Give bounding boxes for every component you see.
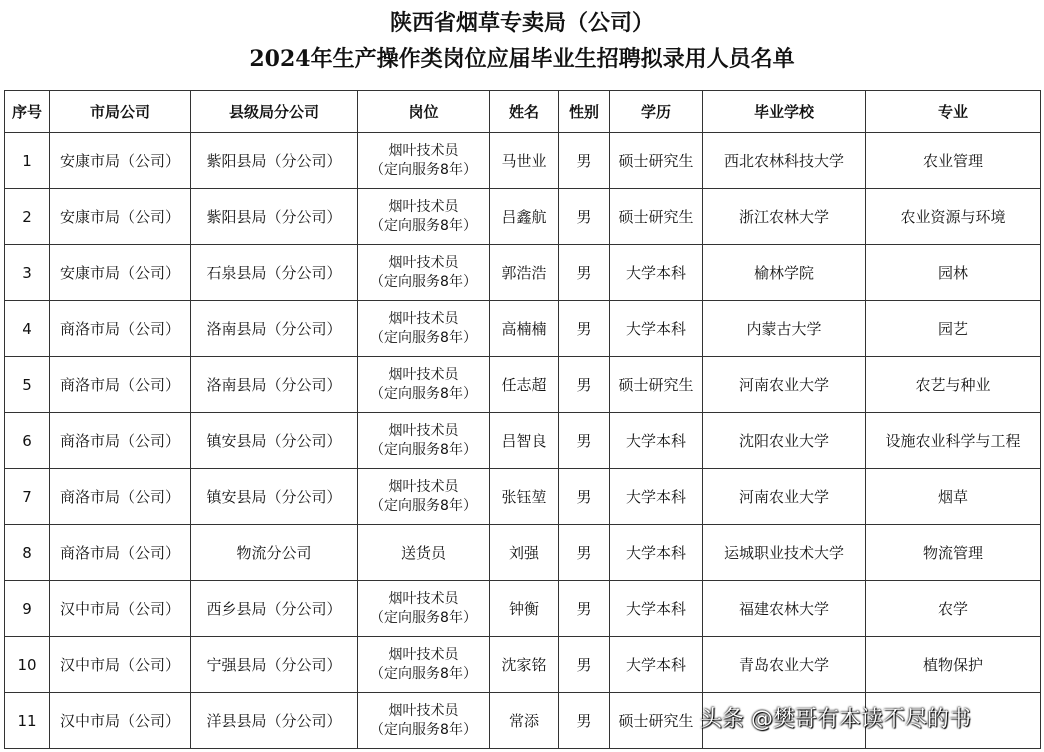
post-title: 烟叶技术员 <box>388 646 459 663</box>
cell-school: 西北农林科技大学 <box>703 133 866 189</box>
table-row <box>5 637 1041 693</box>
cell-index: 8 <box>5 525 50 581</box>
table-row <box>5 189 1041 245</box>
table-row <box>5 469 1041 525</box>
cell-index: 4 <box>5 301 50 357</box>
cell-education: 大学本科 <box>610 245 703 301</box>
cell-gender: 男 <box>559 133 610 189</box>
cell-name: 吕鑫航 <box>490 189 559 245</box>
cell-major: 植物保护 <box>866 637 1041 693</box>
cell-major: 农业资源与环境 <box>866 189 1041 245</box>
cell-city-branch: 汉中市局（公司） <box>50 693 191 749</box>
cell-gender: 男 <box>559 413 610 469</box>
cell-name: 沈家铭 <box>490 637 559 693</box>
cell-major: 物流管理 <box>866 525 1041 581</box>
post-service-term: （定向服务8年） <box>370 721 477 738</box>
cell-major: 烟草 <box>866 469 1041 525</box>
col-header-county-branch: 县级局分公司 <box>191 91 358 133</box>
cell-index: 6 <box>5 413 50 469</box>
cell-city-branch: 商洛市局（公司） <box>50 525 191 581</box>
post-service-term: （定向服务8年） <box>370 609 477 626</box>
cell-city-branch: 安康市局（公司） <box>50 189 191 245</box>
cell-education: 硕士研究生 <box>610 357 703 413</box>
cell-gender: 男 <box>559 525 610 581</box>
cell-school: 河南农业大学 <box>703 357 866 413</box>
post-service-term: （定向服务8年） <box>370 441 477 458</box>
cell-county-branch: 镇安县局（分公司） <box>191 413 358 469</box>
cell-gender: 男 <box>559 469 610 525</box>
cell-education: 大学本科 <box>610 637 703 693</box>
table-row <box>5 357 1041 413</box>
cell-gender: 男 <box>559 581 610 637</box>
cell-name: 常添 <box>490 693 559 749</box>
col-header-gender: 性别 <box>559 91 610 133</box>
cell-index: 10 <box>5 637 50 693</box>
cell-county-branch: 物流分公司 <box>191 525 358 581</box>
post-service-term: （定向服务8年） <box>370 273 477 290</box>
cell-school: 榆林学院 <box>703 245 866 301</box>
table-row <box>5 581 1041 637</box>
cell-education: 大学本科 <box>610 301 703 357</box>
document-title: 陕西省烟草专卖局（公司） <box>389 10 654 36</box>
post-title: 烟叶技术员 <box>388 590 459 607</box>
cell-school: 福建农林大学 <box>703 581 866 637</box>
watermark-text: 头条 @樊哥有本读不尽的书 <box>700 707 971 732</box>
cell-education: 硕士研究生 <box>610 189 703 245</box>
post-title: 烟叶技术员 <box>388 310 459 327</box>
post-service-term: （定向服务8年） <box>370 665 477 682</box>
col-header-post: 岗位 <box>358 91 490 133</box>
cell-school: 沈阳农业大学 <box>703 413 866 469</box>
table-row <box>5 245 1041 301</box>
col-header-school: 毕业学校 <box>703 91 866 133</box>
post-title: 烟叶技术员 <box>388 702 459 719</box>
cell-index: 3 <box>5 245 50 301</box>
cell-post <box>358 637 490 693</box>
cell-county-branch: 洛南县局（分公司） <box>191 301 358 357</box>
post-title: 烟叶技术员 <box>388 366 459 383</box>
cell-school: 河南农业大学 <box>703 469 866 525</box>
document-subtitle: 2024年生产操作类岗位应届毕业生招聘拟录用人员名单 <box>249 46 795 72</box>
cell-post <box>358 469 490 525</box>
cell-education: 大学本科 <box>610 525 703 581</box>
cell-name: 任志超 <box>490 357 559 413</box>
cell-name: 马世业 <box>490 133 559 189</box>
cell-post <box>358 581 490 637</box>
cell-education: 大学本科 <box>610 581 703 637</box>
cell-index: 1 <box>5 133 50 189</box>
cell-education: 大学本科 <box>610 469 703 525</box>
cell-city-branch: 商洛市局（公司） <box>50 469 191 525</box>
post-title: 烟叶技术员 <box>388 254 459 271</box>
cell-county-branch: 紫阳县局（分公司） <box>191 189 358 245</box>
cell-name: 张钰堃 <box>490 469 559 525</box>
cell-name: 郭浩浩 <box>490 245 559 301</box>
cell-index: 7 <box>5 469 50 525</box>
cell-county-branch: 石泉县局（分公司） <box>191 245 358 301</box>
table-row <box>5 413 1041 469</box>
post-service-term: （定向服务8年） <box>370 385 477 402</box>
post-title: 烟叶技术员 <box>388 142 459 159</box>
col-header-city-branch: 市局公司 <box>50 91 191 133</box>
post-service-term: （定向服务8年） <box>370 217 477 234</box>
cell-education: 硕士研究生 <box>610 133 703 189</box>
cell-major: 设施农业科学与工程 <box>866 413 1041 469</box>
table-row <box>5 301 1041 357</box>
cell-post <box>358 693 490 749</box>
table-row <box>5 525 1041 581</box>
cell-school: 内蒙古大学 <box>703 301 866 357</box>
cell-school: 运城职业技术大学 <box>703 525 866 581</box>
cell-gender: 男 <box>559 693 610 749</box>
cell-major: 农学 <box>866 581 1041 637</box>
post-service-term: （定向服务8年） <box>370 497 477 514</box>
cell-post <box>358 357 490 413</box>
cell-gender: 男 <box>559 637 610 693</box>
post-title: 烟叶技术员 <box>388 198 459 215</box>
table-header-row <box>5 91 1041 133</box>
post-service-term: （定向服务8年） <box>370 329 477 346</box>
cell-county-branch: 洛南县局（分公司） <box>191 357 358 413</box>
cell-index: 9 <box>5 581 50 637</box>
cell-city-branch: 安康市局（公司） <box>50 133 191 189</box>
cell-county-branch: 洋县县局（分公司） <box>191 693 358 749</box>
cell-county-branch: 紫阳县局（分公司） <box>191 133 358 189</box>
col-header-major: 专业 <box>866 91 1041 133</box>
post-title: 烟叶技术员 <box>388 478 459 495</box>
cell-name: 钟衡 <box>490 581 559 637</box>
cell-major: 园艺 <box>866 301 1041 357</box>
cell-gender: 男 <box>559 245 610 301</box>
cell-index: 2 <box>5 189 50 245</box>
cell-city-branch: 汉中市局（公司） <box>50 637 191 693</box>
cell-education: 硕士研究生 <box>610 693 703 749</box>
cell-city-branch: 商洛市局（公司） <box>50 357 191 413</box>
cell-gender: 男 <box>559 189 610 245</box>
hiring-roster-table <box>4 90 1041 749</box>
cell-gender: 男 <box>559 357 610 413</box>
cell-county-branch: 镇安县局（分公司） <box>191 469 358 525</box>
cell-major: 园林 <box>866 245 1041 301</box>
cell-county-branch: 宁强县局（分公司） <box>191 637 358 693</box>
cell-city-branch: 商洛市局（公司） <box>50 413 191 469</box>
cell-index: 5 <box>5 357 50 413</box>
cell-name: 刘强 <box>490 525 559 581</box>
col-header-index: 序号 <box>5 91 50 133</box>
cell-major: 农业管理 <box>866 133 1041 189</box>
cell-index: 11 <box>5 693 50 749</box>
post-title: 烟叶技术员 <box>388 422 459 439</box>
cell-name: 吕智良 <box>490 413 559 469</box>
col-header-education: 学历 <box>610 91 703 133</box>
table-body <box>5 133 1041 749</box>
cell-post <box>358 301 490 357</box>
post-service-term: （定向服务8年） <box>370 161 477 178</box>
cell-county-branch: 西乡县局（分公司） <box>191 581 358 637</box>
cell-name: 高楠楠 <box>490 301 559 357</box>
cell-post <box>358 189 490 245</box>
cell-city-branch: 商洛市局（公司） <box>50 301 191 357</box>
cell-city-branch: 安康市局（公司） <box>50 245 191 301</box>
cell-city-branch: 汉中市局（公司） <box>50 581 191 637</box>
col-header-name: 姓名 <box>490 91 559 133</box>
cell-post <box>358 413 490 469</box>
cell-major: 农艺与种业 <box>866 357 1041 413</box>
cell-school: 青岛农业大学 <box>703 637 866 693</box>
cell-post: 送货员 <box>358 525 490 581</box>
cell-school: 浙江农林大学 <box>703 189 866 245</box>
cell-education: 大学本科 <box>610 413 703 469</box>
cell-post <box>358 245 490 301</box>
cell-gender: 男 <box>559 301 610 357</box>
cell-post <box>358 133 490 189</box>
table-row <box>5 133 1041 189</box>
